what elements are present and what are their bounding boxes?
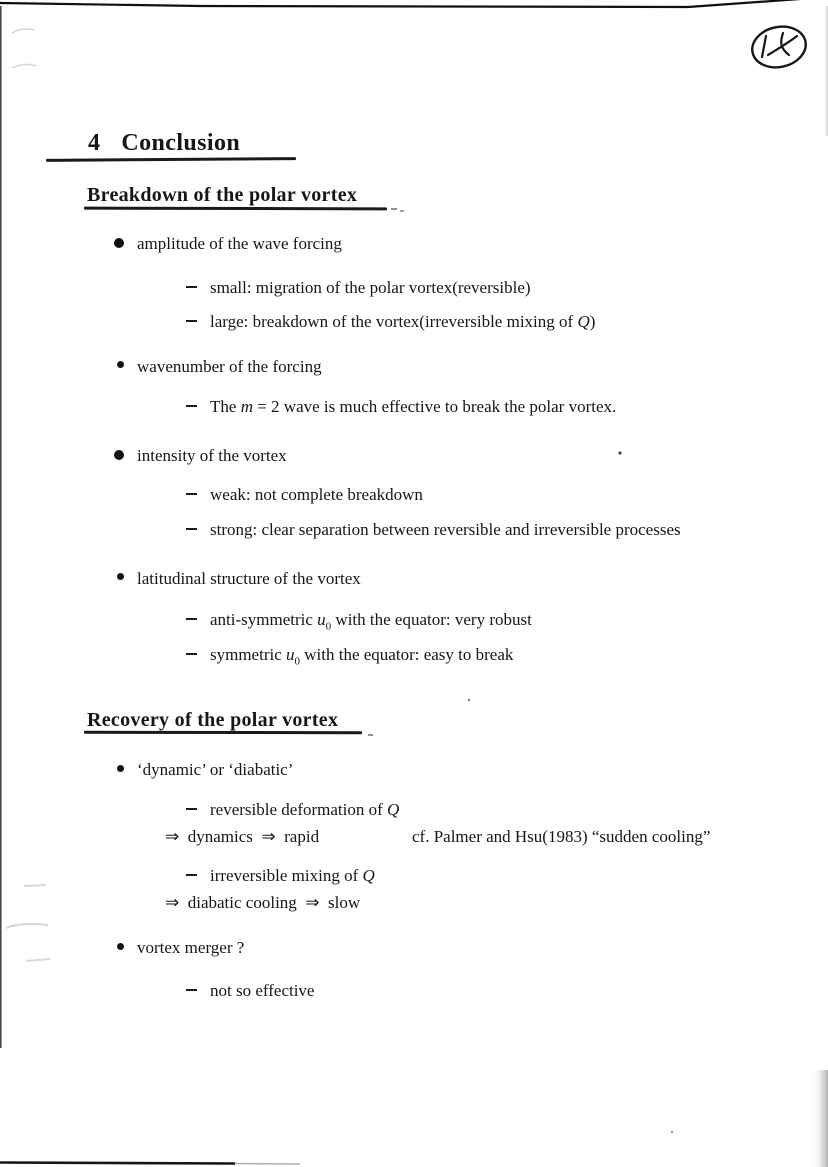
dash-marker bbox=[186, 405, 197, 407]
list-item: reversible deformation of Q bbox=[210, 800, 400, 819]
list-item: large: breakdown of the vortex(irreversible mixing of Q) bbox=[210, 312, 596, 331]
dash-marker bbox=[186, 874, 197, 876]
underline-tail-dash bbox=[368, 734, 373, 736]
dash-marker bbox=[186, 989, 197, 991]
page-top-edge-line bbox=[0, 0, 828, 7]
math-subscript: 0 bbox=[294, 655, 301, 668]
list-item-label: ‘dynamic’ or ‘diabatic’ bbox=[137, 760, 294, 779]
list-item-label: latitudinal structure of the vortex bbox=[137, 569, 361, 588]
page-title bbox=[88, 130, 240, 157]
stray-dot bbox=[671, 1131, 673, 1133]
heading-underline bbox=[84, 207, 387, 210]
right-edge-smudge bbox=[812, 1070, 828, 1167]
list-item: anti-symmetric $u_0$ with the equator: very robust bbox=[210, 610, 532, 633]
list-item: small: migration of the polar vortex(reversible) bbox=[210, 278, 531, 297]
subsection-heading-recovery: Recovery of the polar vortex bbox=[87, 709, 339, 731]
list-item: The m = 2 wave is much effective to break the polar vortex. bbox=[210, 397, 617, 416]
math-var: m bbox=[240, 397, 253, 416]
faint-scan-mark bbox=[12, 29, 34, 33]
section-title-text: Conclusion bbox=[121, 130, 241, 156]
dash-marker bbox=[186, 808, 197, 810]
subsection-heading-breakdown: Breakdown of the polar vortex bbox=[87, 184, 358, 206]
list-item-label: wavenumber of the forcing bbox=[137, 357, 322, 376]
stray-dot bbox=[618, 451, 621, 454]
dash-marker bbox=[186, 618, 197, 620]
bullet-marker bbox=[117, 943, 124, 950]
dash-marker bbox=[186, 320, 197, 322]
math-subscript: 0 bbox=[325, 620, 332, 633]
faint-scan-mark bbox=[24, 885, 46, 886]
dash-marker bbox=[186, 653, 197, 655]
bullet-marker bbox=[114, 238, 124, 248]
math-var: Q bbox=[577, 312, 590, 331]
list-item: not so effective bbox=[210, 981, 315, 1000]
dash-marker bbox=[186, 286, 197, 288]
arrow-consequence-line: ⇒ diabatic cooling ⇒ slow bbox=[165, 893, 361, 912]
heading-underline bbox=[84, 731, 362, 734]
list-item-label: amplitude of the wave forcing bbox=[137, 234, 342, 253]
title-underline bbox=[46, 157, 296, 162]
handwritten-circle-icon bbox=[740, 20, 820, 76]
page-bottom-edge-line bbox=[0, 1163, 235, 1164]
list-item: irreversible mixing of Q bbox=[210, 866, 375, 885]
stray-dot bbox=[468, 699, 471, 702]
underline-tail-dash bbox=[391, 208, 397, 210]
section-number: 4 bbox=[88, 130, 101, 156]
list-item: strong: clear separation between reversible and irreversible processes bbox=[210, 520, 681, 539]
math-var: u bbox=[286, 645, 295, 664]
bullet-marker bbox=[117, 765, 124, 772]
page-bottom-edge-fade bbox=[235, 1164, 300, 1165]
list-item-label: intensity of the vortex bbox=[137, 446, 287, 465]
dash-marker bbox=[186, 528, 197, 530]
faint-scan-mark bbox=[26, 959, 50, 961]
underline-tail-dash bbox=[400, 210, 404, 212]
right-edge-smudge-top bbox=[823, 6, 828, 136]
math-var: Q bbox=[387, 800, 400, 819]
list-item: weak: not complete breakdown bbox=[210, 485, 423, 504]
faint-scan-mark bbox=[6, 924, 48, 928]
bullet-marker bbox=[117, 361, 124, 368]
bullet-marker bbox=[114, 450, 124, 460]
bullet-marker bbox=[117, 573, 124, 580]
math-var: u bbox=[317, 610, 326, 629]
page-number-circle bbox=[740, 20, 820, 76]
faint-scan-mark bbox=[12, 64, 36, 68]
arrow-consequence-line: ⇒ dynamics ⇒ rapid bbox=[165, 827, 320, 846]
list-item: symmetric $u_0$ with the equator: easy to break bbox=[210, 645, 514, 668]
dash-marker bbox=[186, 493, 197, 495]
math-var: Q bbox=[362, 866, 375, 885]
citation-note: cf. Palmer and Hsu(1983) “sudden cooling” bbox=[412, 827, 711, 846]
list-item-label: vortex merger ? bbox=[137, 938, 245, 957]
